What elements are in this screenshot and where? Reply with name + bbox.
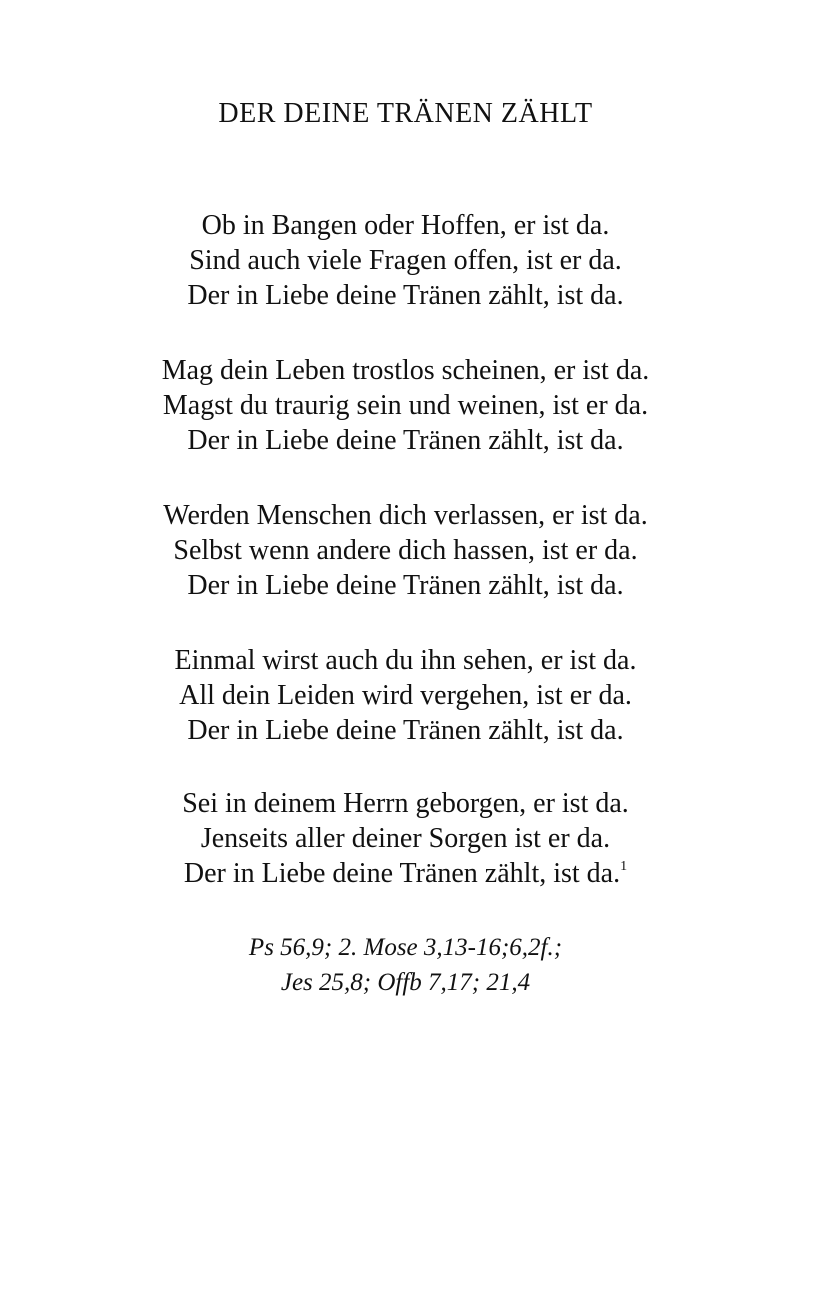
footnote-marker[interactable]: 1 (620, 859, 628, 874)
verse-line: Jenseits aller deiner Sorgen ist er da. (200, 823, 611, 854)
stanza-3 (0, 498, 811, 603)
reference-line: Ps 56,9; 2. Mose 3,13-16;6,2f.; (248, 934, 563, 961)
verse-line: Der in Liebe deine Tränen zählt, ist da. (187, 280, 624, 311)
verse-line: Der in Liebe deine Tränen zählt, ist da. (187, 570, 624, 601)
verse-line: Der in Liebe deine Tränen zählt, ist da. (187, 715, 624, 746)
stanza-1 (0, 208, 811, 313)
stanza-4 (0, 643, 811, 748)
verse-line: Selbst wenn andere dich hassen, ist er da. (173, 535, 638, 566)
verse-line: All dein Leiden wird vergehen, ist er da. (179, 680, 632, 711)
verse-line: Sei in deinem Herrn geborgen, er ist da. (182, 788, 629, 819)
stanza-2 (0, 353, 811, 458)
verse-line-text: Der in Liebe deine Tränen zählt, ist da. (183, 858, 621, 889)
verse-line: Ob in Bangen oder Hoffen, er ist da. (201, 210, 610, 241)
verse-line: Sind auch viele Fragen offen, ist er da. (189, 245, 622, 276)
stanza-5 (0, 786, 811, 891)
verse-line: Mag dein Leben trostlos scheinen, er ist da. (161, 355, 650, 386)
verse-line: Einmal wirst auch du ihn sehen, er ist da. (174, 645, 637, 676)
reference-line: Jes 25,8; Offb 7,17; 21,4 (280, 969, 531, 996)
verse-line: Der in Liebe deine Tränen zählt, ist da. (187, 425, 624, 456)
verse-line: Magst du traurig sein und weinen, ist er da. (162, 390, 649, 421)
poem-title: DER DEINE TRÄNEN ZÄHLT (218, 98, 593, 129)
verse-line-last (0, 856, 811, 891)
verse-line: Werden Menschen dich verlassen, er ist da. (163, 500, 648, 531)
scripture-references (0, 930, 811, 1000)
